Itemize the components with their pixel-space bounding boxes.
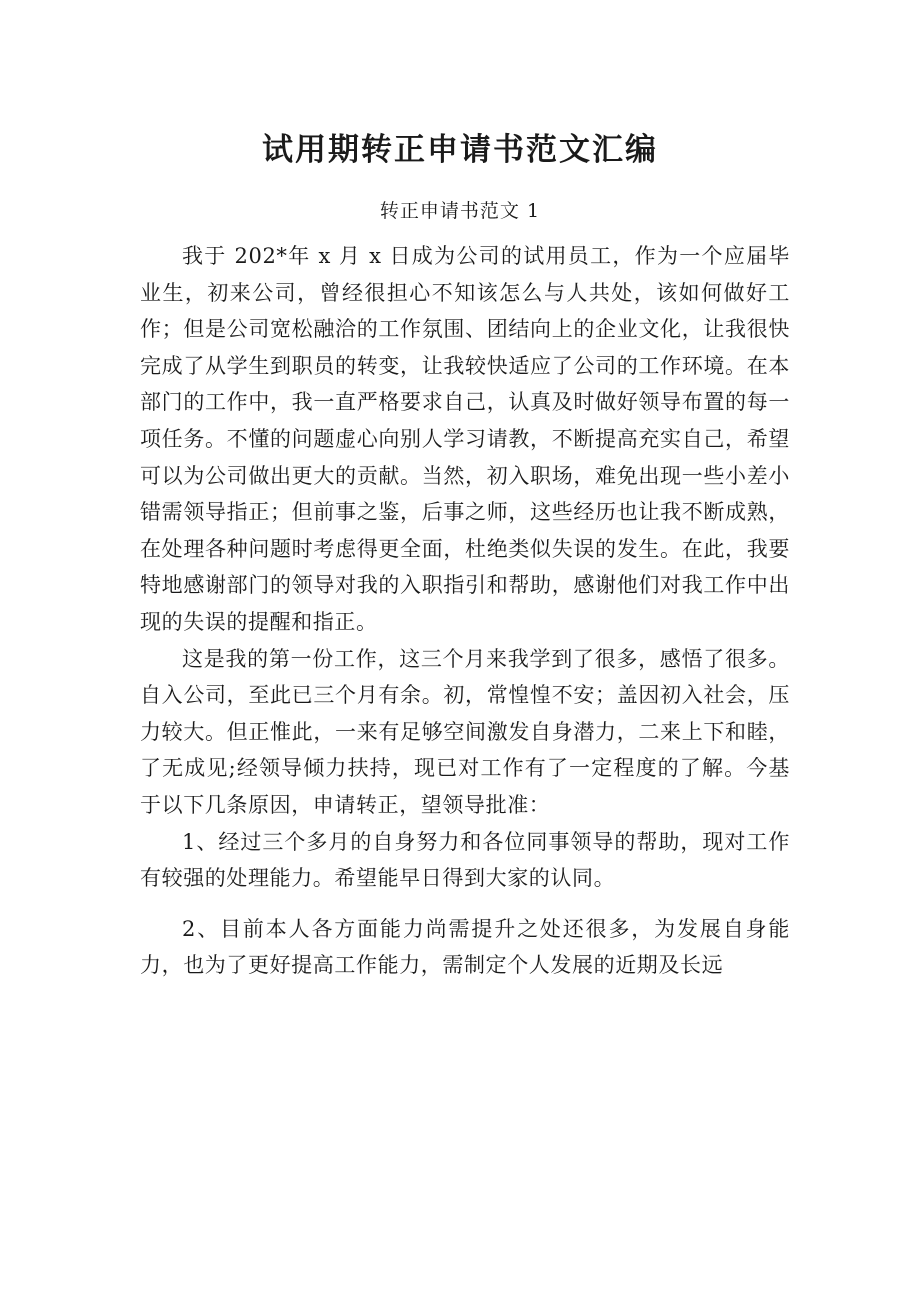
paragraph: 这是我的第一份工作，这三个月来我学到了很多，感悟了很多。自入公司，至此已三个月有余。初，常惶惶不安；盖因初入社会，压力较大。但正惟此，一来有足够空间激发自身潜力，二来上下和睦，了无成见;经领导倾力扶持，现已对工作有了一定程度的了解。今基于以下几条原因，申请转正，望领导批准： [140, 646, 790, 817]
paragraph: 1、经过三个多月的自身努力和各位同事领导的帮助，现对工作有较强的处理能力。希望能早日得到大家的认同。 [140, 829, 790, 891]
document-title: 试用期转正申请书范文汇编 [262, 132, 658, 168]
paragraph: 我于 202*年 x 月 x 日成为公司的试用员工，作为一个应届毕业生，初来公司，曾经很担心不知该怎么与人共处，该如何做好工作；但是公司宽松融洽的工作氛围、团结向上的企业文化，让我很快完成了从学生到职员的转变，让我较快适应了公司的工作环境。在本部门的工作中，我一直严格要求自己，认真及时做好领导布置的每一项任务。不懂的问题虚心向别人学习请教，不断提高充实自己，希望可以为公司做出更大的贡献。当然，初入职场，难免出现一些小差小错需领导指正；但前事之鉴，后事之师，这些经历也让我不断成熟，在处理各种问题时考虑得更全面，杜绝类似失误的发生。在此，我要特地感谢部门的领导对我的入职指引和帮助，感谢他们对我工作中出现的失误的提醒和指正。 [140, 244, 790, 634]
paragraph: 2、目前本人各方面能力尚需提升之处还很多，为发展自身能力，也为了更好提高工作能力，需制定个人发展的近期及长远 [140, 916, 790, 978]
document-subtitle: 转正申请书范文 1 [379, 200, 541, 222]
document-body [140, 238, 790, 984]
